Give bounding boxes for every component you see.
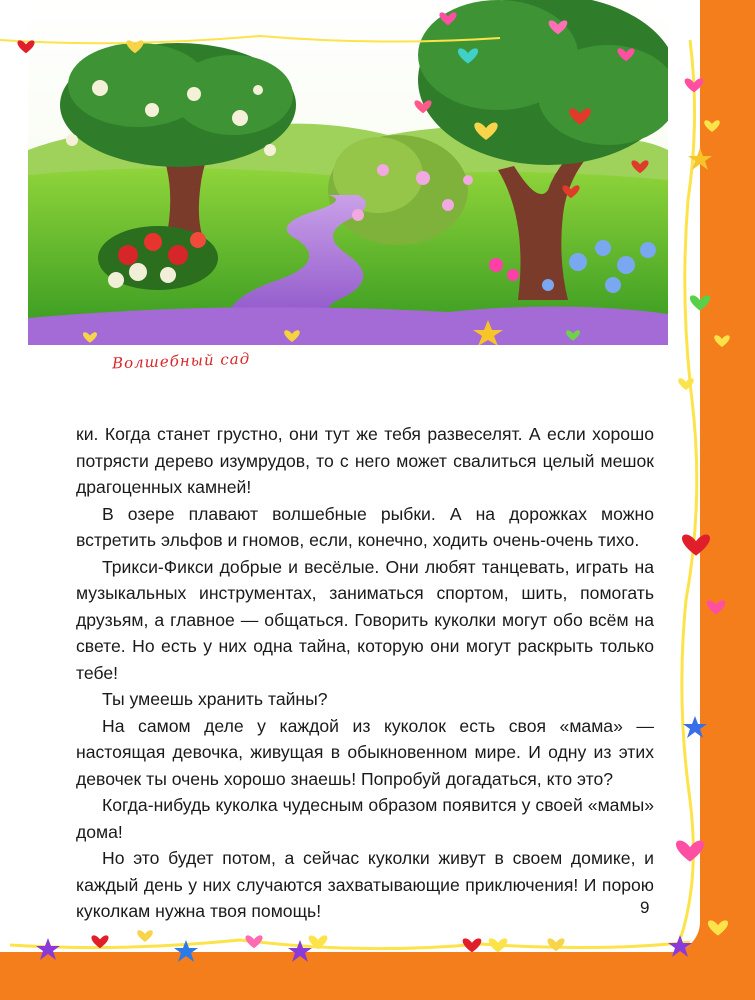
magic-garden-illustration [28,0,668,345]
story-text [76,421,654,925]
illustration-caption: Волшебный сад [111,349,251,373]
story-paragraph: Когда-нибудь куколка чудесным образом появится у своей «мамы» дома! [76,795,654,842]
story-paragraph: В озере плавают волшебные рыбки. А на дорожках можно встретить эльфов и гномов, если, конечно, ходить очень-очень тихо. [76,503,654,550]
story-paragraph: Трикси-Фикси добрые и весёлые. Они любят танцевать, играть на музыкальных инструментах, заниматься спортом, шить, помогать друзьям, а главное — общаться. Говорить куколки могут обо всём на свете. Но есть у них одна тайна, которую они могут раскрыть только тебе! [76,556,654,683]
story-paragraph: На самом деле у каждой из куколок есть своя «мама» — настоящая девочка, живущая в обыкновенном мире. И одну из этих девочек ты очень хорошо знаешь! Попробуй догадаться, кто это? [76,715,654,789]
story-paragraph: Ты умеешь хранить тайны? [102,689,328,709]
page-number: 9 [640,898,650,917]
garden-picture [28,0,668,345]
story-paragraph: ки. Когда станет грустно, они тут же тебя развеселят. А если хорошо потрясти дерево изумрудов, то с него может свалиться целый мешок драгоценных камней! [76,424,654,497]
story-paragraph: Но это будет потом, а сейчас куколки живут в своем домике, и каждый день у них случаются захватывающие приключения! И порою куколкам нужна твоя помощь! [76,848,654,921]
